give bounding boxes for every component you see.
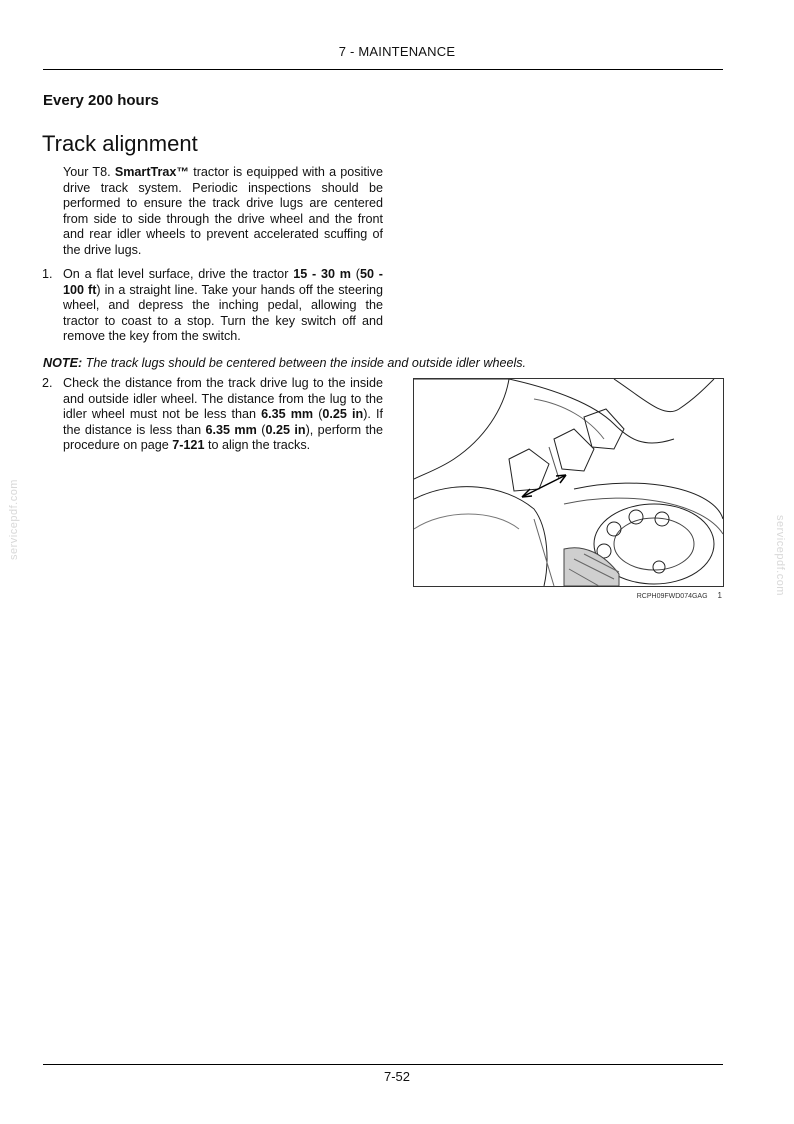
idler-wheel-rim <box>574 483 723 519</box>
watermark-left: servicepdf.com <box>8 479 20 560</box>
note <box>43 356 723 372</box>
step-2-text-4: ( <box>256 422 266 437</box>
intro-text-1: Your T8. <box>63 165 115 179</box>
figure-caption <box>600 591 722 600</box>
page-number: 7-52 <box>383 1069 411 1084</box>
step-2-text-6: to align the tracks. <box>204 438 311 453</box>
intro-paragraph <box>63 165 383 259</box>
measurement-arrow <box>522 475 566 497</box>
figure-code: RCPH09FWD074GAG <box>636 593 708 600</box>
section-title: Track alignment <box>42 131 198 156</box>
intro-text-2: tractor is equipped with a positive drive track system. Periodic inspections should be performed to ensure the track drive lugs are centered from side to side through the drive wheel and the front and rear idler wheels to prevent accelerated scuffing of the drive lugs. <box>63 165 383 257</box>
track-drive-lug <box>509 449 549 491</box>
fender-outline <box>414 379 509 479</box>
step-2-limit-metric: 6.35 mm <box>261 407 314 422</box>
maintenance-interval-heading: Every 200 hours <box>43 92 159 109</box>
step-2-text-5: ), perform the procedure on page <box>63 422 383 453</box>
step-1 <box>42 267 384 345</box>
header-divider <box>43 69 723 70</box>
step-2-page-reference: 7-121 <box>172 438 205 453</box>
footer-divider <box>43 1064 723 1065</box>
step-2-limit-imperial: 0.25 in <box>322 407 364 422</box>
step-1-text-2: ( <box>351 267 360 281</box>
note-text: The track lugs should be centered between the inside and outside idler wheels. <box>82 356 527 370</box>
track-lug-illustration <box>413 378 724 587</box>
watermark-right: servicepdf.com <box>774 515 786 596</box>
step-2-limit-imperial-2: 0.25 in <box>265 422 306 437</box>
step-1-distance-metric: 15 - 30 m <box>293 267 351 281</box>
step-2-text-1: Check the distance from the track drive lug to the inside and outside idler wheel. The distance from the lug to the idler wheel must not be less than <box>63 376 383 422</box>
intro-brand: SmartTrax™ <box>114 165 190 179</box>
tire-outline <box>414 487 547 586</box>
step-1-text-3: ) in a straight line. Take your hands off the steering wheel, and depress the inching pedal, allowing the tractor to coast to a stop. Turn the key switch off and remove the key from the switch. <box>63 282 383 344</box>
step-2-text-2: ( <box>313 407 323 422</box>
note-label: NOTE: <box>43 356 83 370</box>
figure-number: 1 <box>717 591 722 600</box>
step-2-limit-metric-2: 6.35 mm <box>205 422 257 437</box>
track-lug-drawing <box>414 379 723 586</box>
step-1-text-1: On a flat level surface, drive the tractor <box>63 267 294 281</box>
step-2 <box>42 376 384 454</box>
chapter-header: 7 - MAINTENANCE <box>338 44 456 59</box>
step-2-text-3: ). If the distance is less than <box>63 407 384 437</box>
step-1-distance-imperial: 50 - 100 ft <box>63 267 384 297</box>
step-2-number: 2. <box>42 376 53 390</box>
step-1-number: 1. <box>42 267 53 281</box>
